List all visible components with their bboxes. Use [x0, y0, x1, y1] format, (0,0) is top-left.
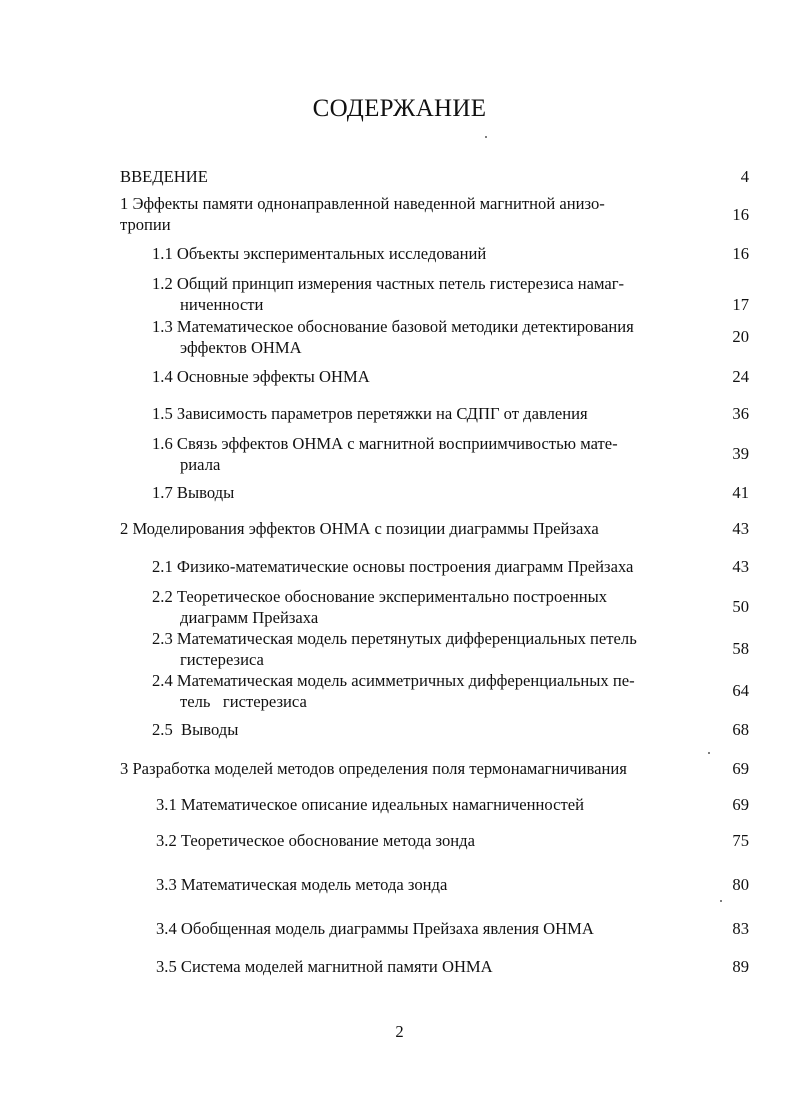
toc-entry-section-3-4[interactable]	[156, 918, 594, 939]
toc-entry-title-continued: риала	[180, 455, 221, 474]
toc-page-number: 16	[732, 205, 749, 224]
toc-page-number: 41	[732, 483, 749, 502]
toc-page-number: 83	[732, 919, 749, 938]
toc-entry-title: 2.4 Математическая модель асимметричных дифференциальных пе-	[152, 671, 635, 690]
toc-entry-title: 2.5 Выводы	[152, 720, 239, 739]
toc-entry-section-2-2[interactable]	[152, 586, 607, 628]
toc-entry-title: 2.3 Математическая модель перетянутых дифференциальных петель	[152, 629, 637, 648]
toc-entry-title: 3.2 Теоретическое обоснование метода зонда	[156, 831, 475, 850]
toc-page-number: 16	[732, 244, 749, 263]
toc-entry-title-continued: эффектов ОНМА	[180, 338, 302, 357]
toc-entry-title: 2.1 Физико-математические основы построения диаграмм Прейзаха	[152, 557, 634, 576]
toc-entry-section-2-5[interactable]	[152, 719, 238, 740]
toc-entry-section-1-2[interactable]	[152, 273, 624, 315]
toc-entry-title: 3.5 Система моделей магнитной памяти ОНМА	[156, 957, 493, 976]
toc-entry-title: 1.3 Математическое обоснование базовой методики детектирования	[152, 317, 634, 336]
toc-page-number: 89	[732, 957, 749, 976]
toc-entry-title: 3.4 Обобщенная модель диаграммы Прейзаха явления ОНМА	[156, 919, 594, 938]
toc-entry-chapter-1[interactable]	[120, 193, 605, 235]
toc-page-number: 17	[732, 295, 749, 314]
toc-page-number: 24	[732, 367, 749, 386]
toc-entry-section-3-5[interactable]	[156, 956, 493, 977]
toc-entry-title: ВВЕДЕНИЕ	[120, 167, 208, 186]
scan-speck	[708, 752, 710, 754]
toc-entry-section-3-3[interactable]	[156, 874, 447, 895]
toc-entry-title: 3.1 Математическое описание идеальных намагниченностей	[156, 795, 584, 814]
toc-entry-title-continued: тропии	[120, 215, 171, 234]
toc-page-number: 36	[732, 404, 749, 423]
toc-page-number: 39	[732, 444, 749, 463]
toc-entry-title: 2 Моделирования эффектов ОНМА с позиции диаграммы Прейзаха	[120, 519, 599, 538]
toc-entry-chapter-2[interactable]	[120, 518, 599, 539]
toc-entry-section-2-3[interactable]	[152, 628, 637, 670]
toc-entry-title: 3 Разработка моделей методов определения поля термонамагничивания	[120, 759, 627, 778]
toc-entry-title: 1.2 Общий принцип измерения частных петель гистерезиса намаг-	[152, 274, 625, 293]
toc-entry-title-continued: тель гистерезиса	[180, 692, 307, 711]
toc-page-number: 80	[732, 875, 749, 894]
toc-entry-title-continued: диаграмм Прейзаха	[180, 608, 319, 627]
toc-page-number: 43	[732, 557, 749, 576]
toc-entry-title-continued: гистерезиса	[180, 650, 264, 669]
scan-speck	[720, 900, 722, 902]
toc-entry-section-3-1[interactable]	[156, 794, 584, 815]
toc-entry-title: 3.3 Математическая модель метода зонда	[156, 875, 448, 894]
toc-entry-title: 1.6 Связь эффектов ОНМА с магнитной восприимчивостью мате-	[152, 434, 618, 453]
toc-entry-section-1-4[interactable]	[152, 366, 370, 387]
toc-entry-title: 1 Эффекты памяти однонаправленной наведенной магнитной анизо-	[120, 194, 605, 213]
toc-page-number: 43	[732, 519, 749, 538]
toc-entry-section-2-4[interactable]	[152, 670, 635, 712]
toc-page-number: 64	[732, 681, 749, 700]
toc-entry-section-1-5[interactable]	[152, 403, 588, 424]
toc-page-number: 69	[732, 795, 749, 814]
toc-page-number: 75	[732, 831, 749, 850]
toc-entry-title: 1.7 Выводы	[152, 483, 235, 502]
toc-entry-title-continued: ниченности	[180, 295, 264, 314]
toc-entry-section-1-1[interactable]	[152, 243, 486, 264]
toc-entry-section-1-3[interactable]	[152, 316, 634, 358]
toc-page-number: 68	[732, 720, 749, 739]
toc-entry-chapter-3[interactable]	[120, 758, 627, 779]
toc-page-number: 58	[732, 639, 749, 658]
toc-entry-section-1-7[interactable]	[152, 482, 234, 503]
footer-page-number: 2	[395, 1022, 404, 1041]
toc-entry-title: 1.1 Объекты экспериментальных исследований	[152, 244, 487, 263]
toc-page-number: 69	[732, 759, 749, 778]
toc-entry-section-2-1[interactable]	[152, 556, 633, 577]
toc-entry-title: 1.4 Основные эффекты ОНМА	[152, 367, 370, 386]
toc-entry-title: 2.2 Теоретическое обоснование экспериментально построенных	[152, 587, 608, 606]
toc-page-number: 4	[740, 167, 749, 186]
toc-entry-title: 1.5 Зависимость параметров перетяжки на СДПГ от давления	[152, 404, 588, 423]
toc-entry-section-1-6[interactable]	[152, 433, 618, 475]
scan-speck	[485, 136, 487, 138]
toc-page-number: 50	[732, 597, 749, 616]
toc-page-number: 20	[732, 327, 749, 346]
toc-entry-intro[interactable]	[120, 166, 208, 187]
page-title: СОДЕРЖАНИЕ	[312, 95, 487, 122]
toc-entry-section-3-2[interactable]	[156, 830, 475, 851]
